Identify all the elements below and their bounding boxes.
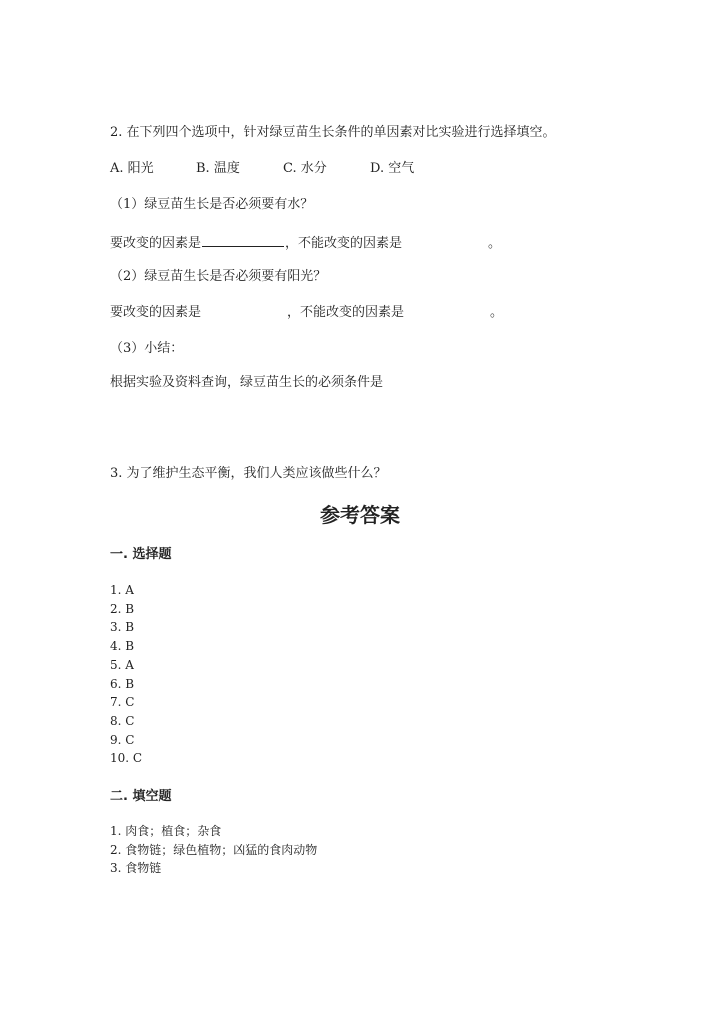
- answer-item: 10. C: [110, 751, 143, 766]
- answer-item: 3. 食物链: [110, 861, 162, 875]
- fill-text: 。: [490, 305, 504, 320]
- answer-item: 1. 肉食；植食；杂食: [110, 824, 222, 838]
- answer-item: 9. C: [110, 732, 135, 747]
- section-1-heading: 一. 选择题: [110, 547, 172, 562]
- answer-item: 2. 食物链；绿色植物；凶猛的食肉动物: [110, 842, 318, 857]
- sub-question-2-fill-line: [110, 304, 503, 322]
- option-c: C. 水分: [283, 161, 327, 176]
- fill-text: ，不能改变的因素是: [285, 236, 403, 251]
- fill-text: ，不能改变的因素是: [287, 305, 405, 320]
- answer-item: 5. A: [110, 657, 134, 672]
- answer-item: 1. A: [110, 583, 134, 597]
- answer-item: 3. B: [110, 620, 135, 635]
- fill-text: 要改变的因素是: [110, 305, 202, 320]
- fill-blank: [202, 232, 284, 247]
- sub-question-1-fill-line: [110, 232, 501, 253]
- sub-question-3-line: 根据实验及资料查询，绿豆苗生长的必须条件是: [110, 375, 384, 390]
- answer-item: 8. C: [110, 713, 135, 728]
- answer-item: 2. B: [110, 601, 135, 616]
- answer-item: 7. C: [110, 695, 135, 710]
- answer-item: 6. B: [110, 676, 135, 691]
- question-3-stem: 3. 为了维护生态平衡，我们人类应该做些什么？: [110, 466, 387, 481]
- answer-title: 参考答案: [320, 503, 400, 527]
- section-2-heading: 二. 填空题: [110, 789, 172, 804]
- question-2-stem: 2. 在下列四个选项中，针对绿豆苗生长条件的单因素对比实验进行选择填空。: [110, 125, 556, 140]
- sub-question-1: （1）绿豆苗生长是否必须要有水？: [110, 197, 314, 212]
- fill-text: 要改变的因素是: [110, 236, 202, 251]
- sub-question-2: （2）绿豆苗生长是否必须要有阳光？: [110, 269, 327, 284]
- answer-item: 4. B: [110, 639, 135, 654]
- sub-question-3: （3）小结：: [110, 341, 184, 356]
- option-a: A. 阳光: [110, 161, 154, 176]
- fill-text: 。: [488, 236, 502, 251]
- option-b: B. 温度: [196, 161, 240, 176]
- option-d: D. 空气: [370, 161, 415, 176]
